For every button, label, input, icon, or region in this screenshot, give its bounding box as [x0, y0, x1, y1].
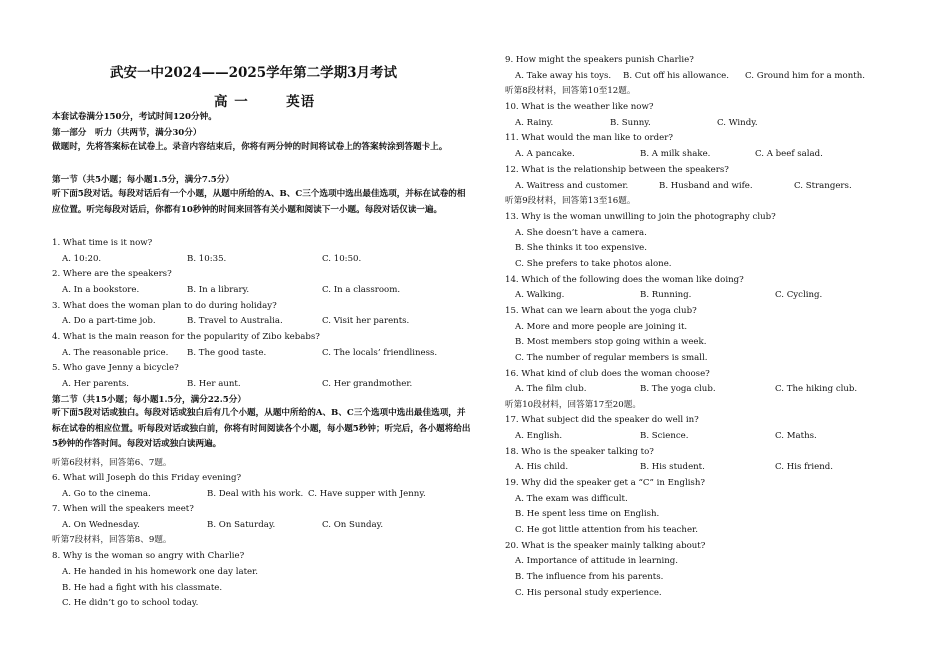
- question-19: 19. Why did the speaker get a “C” in English?: [505, 478, 705, 488]
- q18-option-a: A. His child.: [515, 462, 569, 472]
- q5-option-b: B. Her aunt.: [187, 379, 241, 389]
- q6-option-a: A. Go to the cinema.: [62, 489, 151, 499]
- q16-option-c: C. The hiking club.: [775, 384, 858, 394]
- question-12: 12. What is the relationship between the speakers?: [505, 165, 729, 175]
- q5-option-a: A. Her parents.: [62, 379, 130, 389]
- q17-option-b: B. Science.: [640, 431, 689, 441]
- q8-option-b: B. He had a fight with his classmate.: [62, 583, 223, 593]
- q14-option-b: B. Running.: [640, 290, 692, 300]
- q15-option-c: C. The number of regular members is small.: [515, 353, 708, 363]
- q2-option-b: B. In a library.: [187, 285, 250, 295]
- question-6: 6. What will Joseph do this Friday evening?: [52, 473, 242, 483]
- question-3: 3. What does the woman plan to do during holiday?: [52, 301, 277, 311]
- section-one-instructions: 听下面5段对话。每段对话后有一个小题，从题中所给的A、B、C三个选项中选出最佳选项，并标在试卷的相应位置。听完每段对话后，你都有10秒钟的时间来回答有关小题和阅读下一小题。每段对话仅读一遍。: [52, 189, 466, 215]
- q16-option-a: A. The film club.: [515, 384, 587, 394]
- question-17: 17. What subject did the speaker do well in?: [505, 415, 699, 425]
- q17-option-c: C. Maths.: [775, 431, 817, 441]
- q9-option-a: A. Take away his toys.: [515, 71, 612, 81]
- q3-option-c: C. Visit her parents.: [322, 316, 410, 326]
- q8-option-c: C. He didn’t go to school today.: [62, 598, 199, 608]
- q12-option-a: A. Waitress and customer.: [515, 181, 629, 191]
- cue-dialogue-10: 听第10段材料，回答第17至20题。: [505, 400, 641, 410]
- q15-option-a: A. More and more people are joining it.: [515, 322, 688, 332]
- question-10: 10. What is the weather like now?: [505, 102, 654, 112]
- question-7: 7. When will the speakers meet?: [52, 504, 194, 514]
- q8-option-a: A. He handed in his homework one day later.: [62, 567, 258, 577]
- cue-dialogue-7: 听第7段材料，回答第8、9题。: [52, 535, 172, 545]
- question-2: 2. Where are the speakers?: [52, 269, 172, 279]
- q13-option-b: B. She thinks it too expensive.: [515, 243, 647, 253]
- subject-label: 英语: [286, 94, 316, 110]
- cue-dialogue-6: 听第6段材料，回答第6、7题。: [52, 458, 172, 468]
- question-20: 20. What is the speaker mainly talking about?: [505, 541, 706, 551]
- question-1: 1. What time is it now?: [52, 238, 153, 248]
- q1-option-b: B. 10:35.: [187, 254, 227, 264]
- q1-option-c: C. 10:50.: [322, 254, 362, 264]
- cue-dialogue-8: 听第8段材料，回答第10至12题。: [505, 86, 636, 96]
- question-5: 5. Who gave Jenny a bicycle?: [52, 363, 179, 373]
- exam-title: 武安一中2024——2025学年第二学期3月考试: [110, 65, 398, 81]
- q14-option-a: A. Walking.: [515, 290, 565, 300]
- q13-option-a: A. She doesn’t have a camera.: [515, 228, 647, 238]
- section-one-heading: 第一节（共5小题；每小题1.5分，满分7.5分）: [52, 175, 234, 185]
- section-two-heading: 第二节（共15小题；每小题1.5分，满分22.5分）: [52, 395, 246, 405]
- q4-option-a: A. The reasonable price.: [62, 348, 169, 358]
- q20-option-a: A. Importance of attitude in learning.: [515, 556, 679, 566]
- answer-instructions: 做题时，先将答案标在试卷上。录音内容结束后，你将有两分钟的时间将试卷上的答案转涂到答题卡上。: [52, 142, 448, 152]
- q6-option-c: C. Have supper with Jenny.: [308, 489, 426, 499]
- q4-option-c: C. The locals’ friendliness.: [322, 348, 438, 358]
- score-info: 本套试卷满分150分，考试时间120分钟。: [52, 112, 217, 122]
- q10-option-b: B. Sunny.: [610, 118, 651, 128]
- cue-dialogue-9: 听第9段材料，回答第13至16题。: [505, 196, 636, 206]
- grade-subject: [214, 90, 315, 110]
- question-15: 15. What can we learn about the yoga club?: [505, 306, 697, 316]
- q11-option-c: C. A beef salad.: [755, 149, 823, 159]
- question-4: 4. What is the main reason for the popularity of Zibo kebabs?: [52, 332, 320, 342]
- question-18: 18. Who is the speaker talking to?: [505, 447, 654, 457]
- q11-option-a: A. A pancake.: [515, 149, 575, 159]
- q5-option-c: C. Her grandmother.: [322, 379, 413, 389]
- q17-option-a: A. English.: [515, 431, 563, 441]
- q3-option-a: A. Do a part-time job.: [62, 316, 156, 326]
- q10-option-c: C. Windy.: [717, 118, 758, 128]
- q12-option-b: B. Husband and wife.: [659, 181, 753, 191]
- q11-option-b: B. A milk shake.: [640, 149, 711, 159]
- q19-option-c: C. He got little attention from his teacher.: [515, 525, 698, 535]
- q6-option-b: B. Deal with his work.: [207, 489, 304, 499]
- q7-option-b: B. On Saturday.: [207, 520, 276, 530]
- q16-option-b: B. The yoga club.: [640, 384, 716, 394]
- q18-option-b: B. His student.: [640, 462, 705, 472]
- q2-option-c: C. In a classroom.: [322, 285, 401, 295]
- grade-label: 高 一: [214, 94, 249, 110]
- question-9: 9. How might the speakers punish Charlie?: [505, 55, 694, 65]
- q2-option-a: A. In a bookstore.: [62, 285, 140, 295]
- q19-option-b: B. He spent less time on English.: [515, 509, 660, 519]
- q13-option-c: C. She prefers to take photos alone.: [515, 259, 672, 269]
- q14-option-c: C. Cycling.: [775, 290, 823, 300]
- question-14: 14. Which of the following does the woman like doing?: [505, 275, 744, 285]
- q1-option-a: A. 10:20.: [62, 254, 102, 264]
- question-8: 8. Why is the woman so angry with Charlie?: [52, 551, 245, 561]
- q15-option-b: B. Most members stop going within a week.: [515, 337, 707, 347]
- question-11: 11. What would the man like to order?: [505, 133, 673, 143]
- q12-option-c: C. Strangers.: [794, 181, 852, 191]
- q20-option-c: C. His personal study experience.: [515, 588, 662, 598]
- part-one-heading: 第一部分 听力（共两节，满分30分）: [52, 128, 202, 138]
- q9-option-c: C. Ground him for a month.: [745, 71, 865, 81]
- q19-option-a: A. The exam was difficult.: [515, 494, 628, 504]
- question-16: 16. What kind of club does the woman choose?: [505, 369, 710, 379]
- q7-option-c: C. On Sunday.: [322, 520, 384, 530]
- q7-option-a: A. On Wednesday.: [62, 520, 140, 530]
- q18-option-c: C. His friend.: [775, 462, 834, 472]
- section-two-instructions: 听下面5段对话或独白。每段对话或独白后有几个小题，从题中所给的A、B、C三个选项中选出最佳选项，并标在试卷的相应位置。听每段对话或独白前，你将有时间阅读各个小题，每小题5秒钟；听完后，各小题将给出5秒钟的作答时间。每段对话或独白读两遍。: [52, 408, 471, 450]
- q4-option-b: B. The good taste.: [187, 348, 267, 358]
- q9-option-b: B. Cut off his allowance.: [623, 71, 729, 81]
- q10-option-a: A. Rainy.: [515, 118, 554, 128]
- q3-option-b: B. Travel to Australia.: [187, 316, 283, 326]
- question-13: 13. Why is the woman unwilling to join the photography club?: [505, 212, 776, 222]
- q20-option-b: B. The influence from his parents.: [515, 572, 664, 582]
